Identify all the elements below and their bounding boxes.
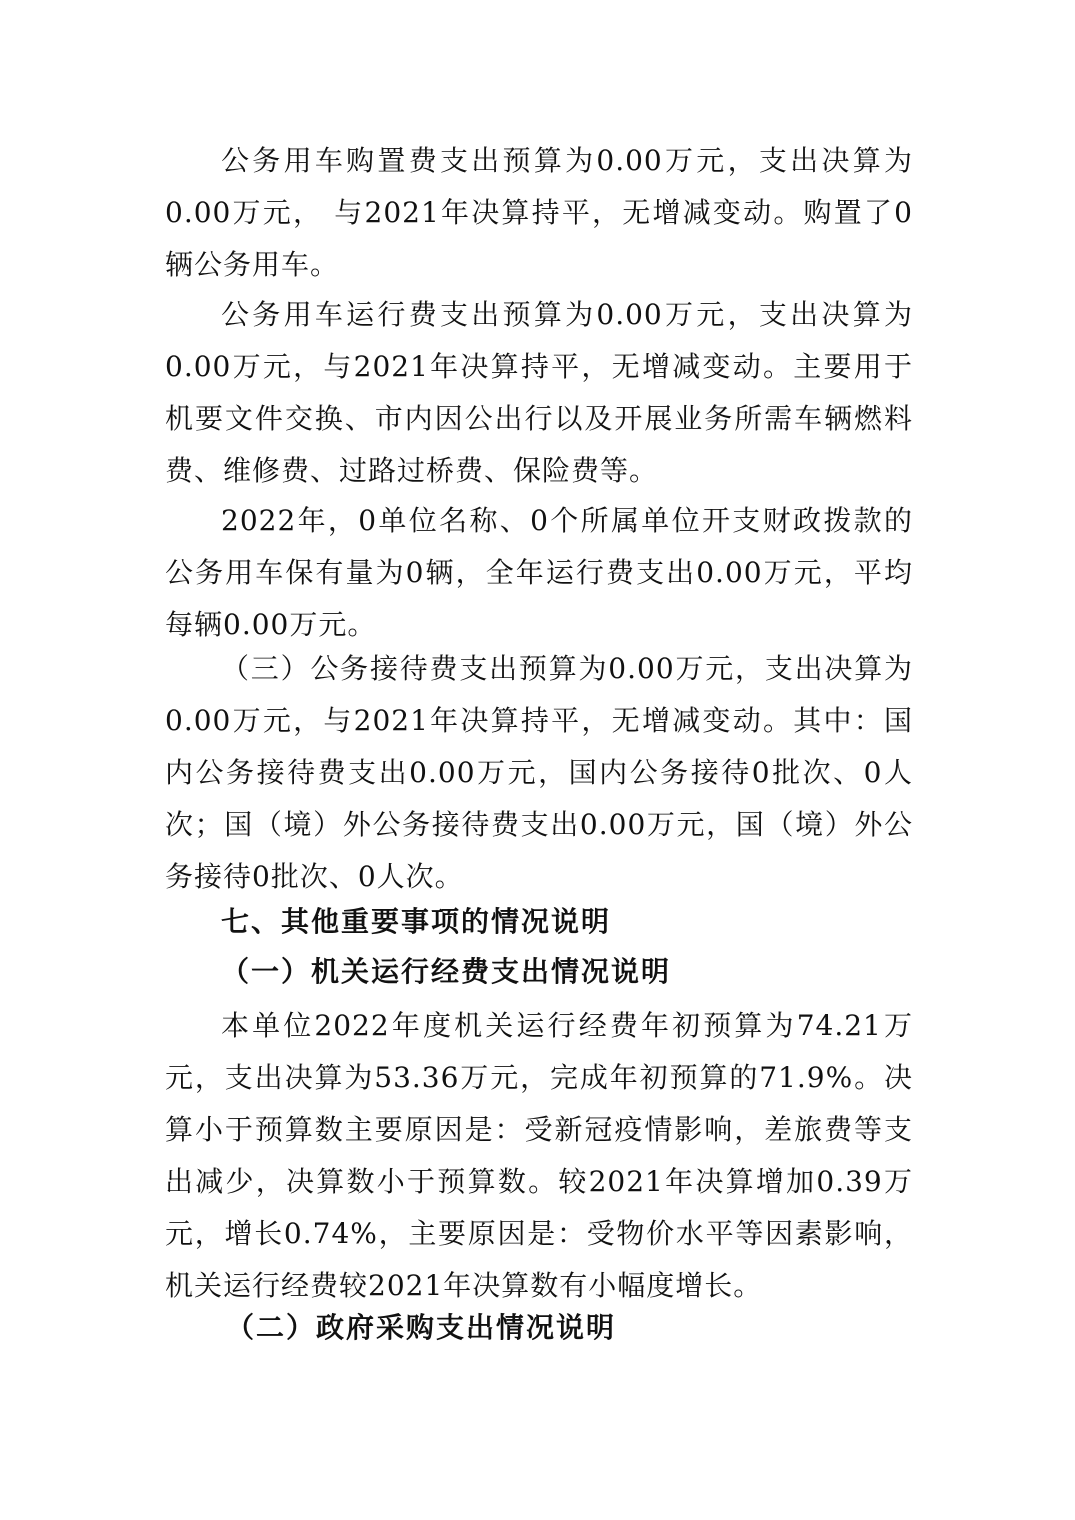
paragraph-vehicle-holdings: 2022年，0单位名称、0个所属单位开支财政拨款的公务用车保有量为0辆，全年运行费支出0.00万元，平均每辆0.00万元。 — [165, 504, 913, 641]
paragraph-reception-expenses: （三）公务接待费支出预算为0.00万元，支出决算为0.00万元，与2021年决算持平，无增减变动。其中：国内公务接待费支出0.00万元，国内公务接待0批次、0人次；国（境）外公务接待费支出0.00万元，国（境）外公务接待0批次、0人次。 — [165, 652, 913, 893]
heading-operating-expenses: （一）机关运行经费支出情况说明 — [221, 955, 672, 988]
heading-section-seven: 七、其他重要事项的情况说明 — [221, 905, 612, 938]
paragraph-operating-expenses: 本单位2022年度机关运行经费年初预算为74.21万元，支出决算为53.36万元，完成年初预算的71.9%。决算小于预算数主要原因是：受新冠疫情影响，差旅费等支出减少，决算数小于预算数。较2021年决算增加0.39万元，增长0.74%，主要原因是：受物价水平等因素影响，机关运行经费较2021年决算数有小幅度增长。 — [165, 1009, 913, 1302]
heading-government-procurement: （二）政府采购支出情况说明 — [226, 1311, 617, 1344]
paragraph-vehicle-purchase: 公务用车购置费支出预算为0.00万元，支出决算为0.00万元， 与2021年决算持平，无增减变动。购置了0辆公务用车。 — [165, 144, 913, 281]
paragraph-vehicle-operation: 公务用车运行费支出预算为0.00万元，支出决算为0.00万元，与2021年决算持平，无增减变动。主要用于机要文件交换、市内因公出行以及开展业务所需车辆燃料费、维修费、过路过桥费、保险费等。 — [165, 298, 913, 487]
